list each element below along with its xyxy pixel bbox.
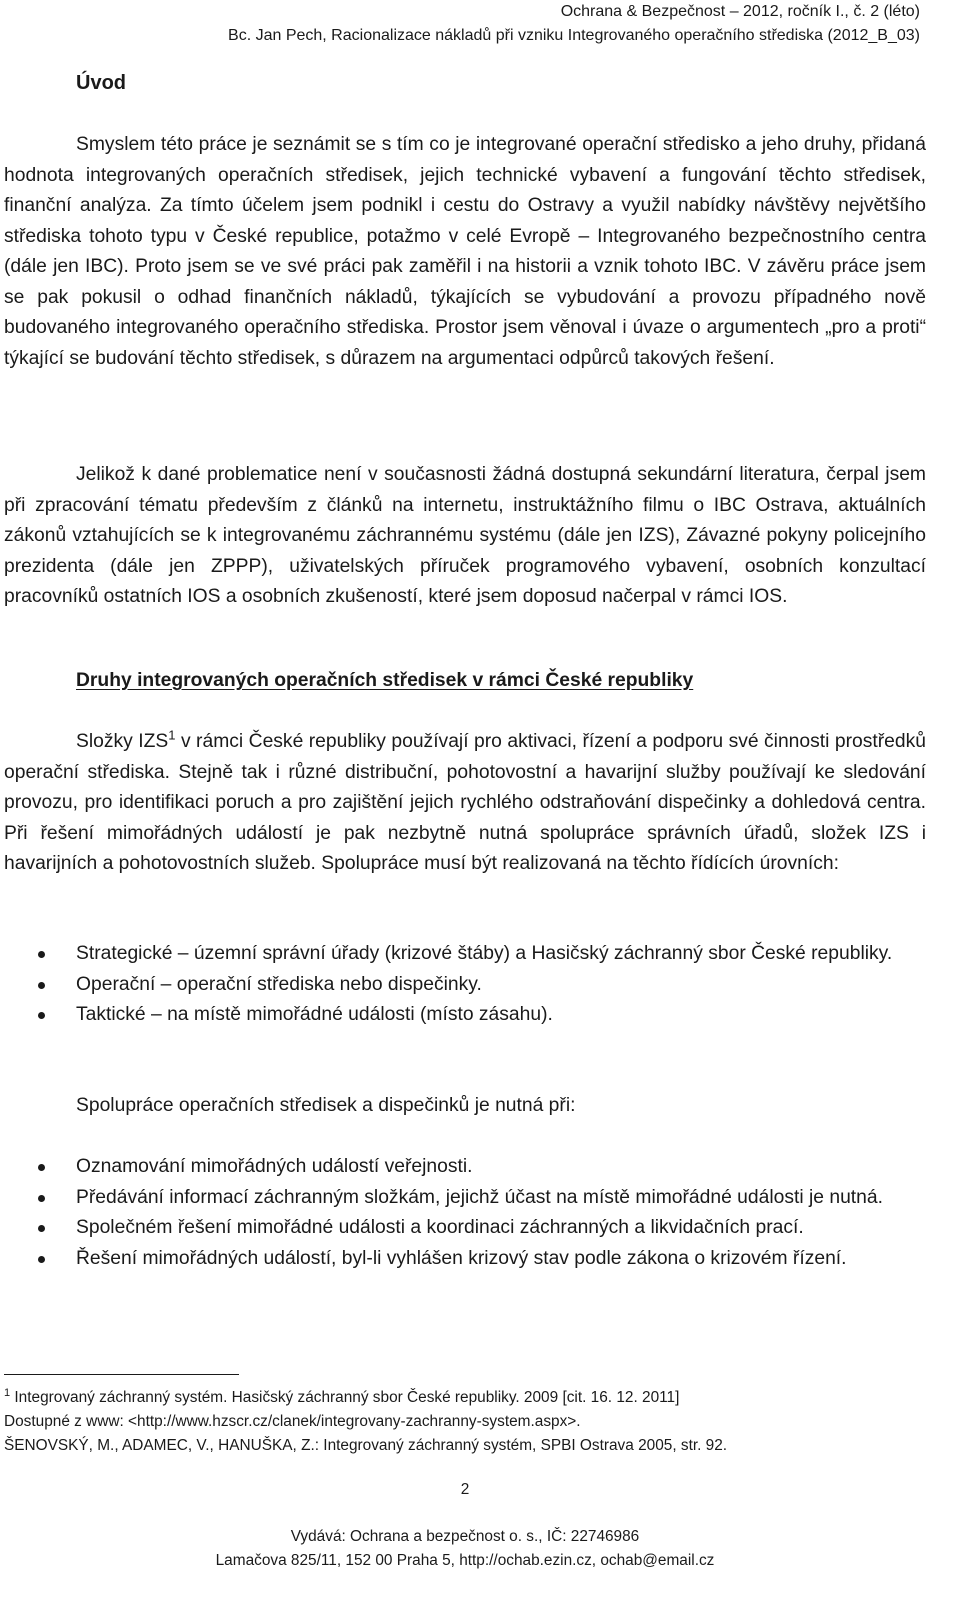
cooperation-intro <box>76 1091 928 1122</box>
footnote-url: Dostupné z www: <http://www.hzscr.cz/clanek/integrovany-zachranny-system.aspx>. <box>4 1413 581 1430</box>
list-item-text: Strategické – územní správní úřady (krizové štáby) a Hasičský záchranný sbor České republiky. <box>76 943 893 964</box>
list-item <box>76 1152 928 1183</box>
list-item <box>76 939 928 970</box>
article-reference: Bc. Jan Pech, Racionalizace nákladů při vzniku Integrovaného operačního střediska (2012_B_03) <box>228 27 920 44</box>
footnote-source: ŠENOVSKÝ, M., ADAMEC, V., HANUŠKA, Z.: Integrovaný záchranný systém, SPBI Ostrava 2005, str. 92. <box>4 1437 728 1454</box>
footnote-text: Integrovaný záchranný systém. Hasičský záchranný sbor České republiky. 2009 [cit. 16. 12. 2011] <box>10 1389 680 1406</box>
bullet-icon <box>38 1195 45 1202</box>
section-heading: Druhy integrovaných operačních středisek v rámci České republiky <box>76 670 694 691</box>
list-item-text: Oznamování mimořádných událostí veřejnosti. <box>76 1156 473 1177</box>
footnote-reference: 1 <box>168 727 176 743</box>
footnote-1 <box>4 1386 924 1410</box>
footnote-marker: 1 <box>4 1386 11 1399</box>
bullet-icon <box>38 951 45 958</box>
list-item <box>76 1183 928 1214</box>
list-item <box>76 970 928 1001</box>
running-header <box>228 0 920 48</box>
list-item <box>76 1000 928 1031</box>
list-item-text: Řešení mimořádných událostí, byl-li vyhlášen krizový stav podle zákona o krizovém řízení. <box>76 1247 847 1269</box>
cooperation-intro-text: Spolupráce operačních středisek a dispečinků je nutná při: <box>76 1095 576 1116</box>
intro-text <box>4 130 926 374</box>
bullet-icon <box>38 1225 45 1232</box>
list-item <box>76 1244 928 1275</box>
list-item-text: Taktické – na místě mimořádné události (místo zásahu). <box>76 1004 553 1025</box>
list-item <box>76 1213 928 1244</box>
publisher-address: Lamačova 825/11, 152 00 Praha 5, http://ochab.ezin.cz, ochab@email.cz <box>215 1552 715 1569</box>
intro-paragraph-1: Smyslem této práce je seznámit se s tím co je integrované operační středisko a jeho druhy, přidaná hodnota integrovaných operačních středisek, jejich technické vybavení a fungování těchto středisek, finanční analýza. Za tímto účelem jsem podnikl i cestu do Ostravy a využil nabídky návštěvy největšího střediska tohoto typu v České republice, potažmo v celé Evropě – Integrovaného bezpečnostního centra (dále jen IBC). Proto jsem se ve své práci pak zaměřil i na historii a vznik tohoto IBC. V závěru práce jsem se pak pokusil o odhad finančních nákladů, týkajících se vybudování a provozu případného nově budovaného integrovaného operačního střediska. Prostor jsem věnoval i úvaze o argumentech „pro a proti“ týkající se budování těchto středisek, s důrazem na argumentaci odpůrců takových řešení. <box>4 134 926 369</box>
bullet-icon <box>38 1164 45 1171</box>
footnotes <box>4 1386 924 1458</box>
footnote-divider <box>4 1374 239 1375</box>
journal-issue: Ochrana & Bezpečnost – 2012, ročník I., č. 2 (léto) <box>560 3 920 20</box>
bullet-icon <box>38 1012 45 1019</box>
cooperation-list <box>76 1152 928 1274</box>
section-text <box>4 727 926 880</box>
list-item-text: Operační – operační střediska nebo dispečinky. <box>76 973 482 995</box>
bullet-icon <box>38 1256 45 1263</box>
bullet-icon <box>38 982 45 989</box>
list-item-text: Společném řešení mimořádné události a koordinaci záchranných a likvidačních prací. <box>76 1217 804 1238</box>
intro-text-2 <box>4 460 926 613</box>
control-levels-list <box>76 939 928 1031</box>
publisher-name: Vydává: Ochrana a bezpečnost o. s., IČ: 22746986 <box>290 1528 640 1545</box>
list-item-text: Předávání informací záchranným složkám, jejichž účast na místě mimořádné události je nutná. <box>76 1186 883 1208</box>
paragraph-body: v rámci České republiky používají pro aktivaci, řízení a podporu své činnosti prostředků operační střediska. Stejně tak i různé distribuční, pohotovostní a havarijní služby používají ke sledování provozu, pro identifikaci poruch a pro zajištění jejich rychlého odstraňování dispečinky a dohledová centra. Při řešení mimořádných událostí je pak nezbytně nutná spolupráce správních úřadů, složek IZS i havarijních a pohotovostních služeb. Spolupráce musí být realizovaná na těchto řídících úrovních: <box>4 731 926 874</box>
page-number: 2 <box>460 1481 470 1498</box>
section-paragraph <box>4 727 926 880</box>
publisher-footer <box>0 1525 930 1573</box>
intro-paragraph-2: Jelikož k dané problematice není v současnosti žádná dostupná sekundární literatura, čerpal jsem při zpracování tématu především z článků na internetu, instruktážního filmu o IBC Ostrava, aktuálních zákonů vztahujících se k integrovanému záchrannému systému (dále jen IZS), Závazné pokyny policejního prezidenta (dále jen ZPPP), uživatelských příruček programového vybavení, osobních konzultací pracovníků ostatních IOS a osobních zkušeností, které jsem doposud načerpal v rámci IOS. <box>4 464 926 607</box>
intro-heading: Úvod <box>76 72 126 94</box>
paragraph-lead: Složky IZS <box>76 731 169 752</box>
